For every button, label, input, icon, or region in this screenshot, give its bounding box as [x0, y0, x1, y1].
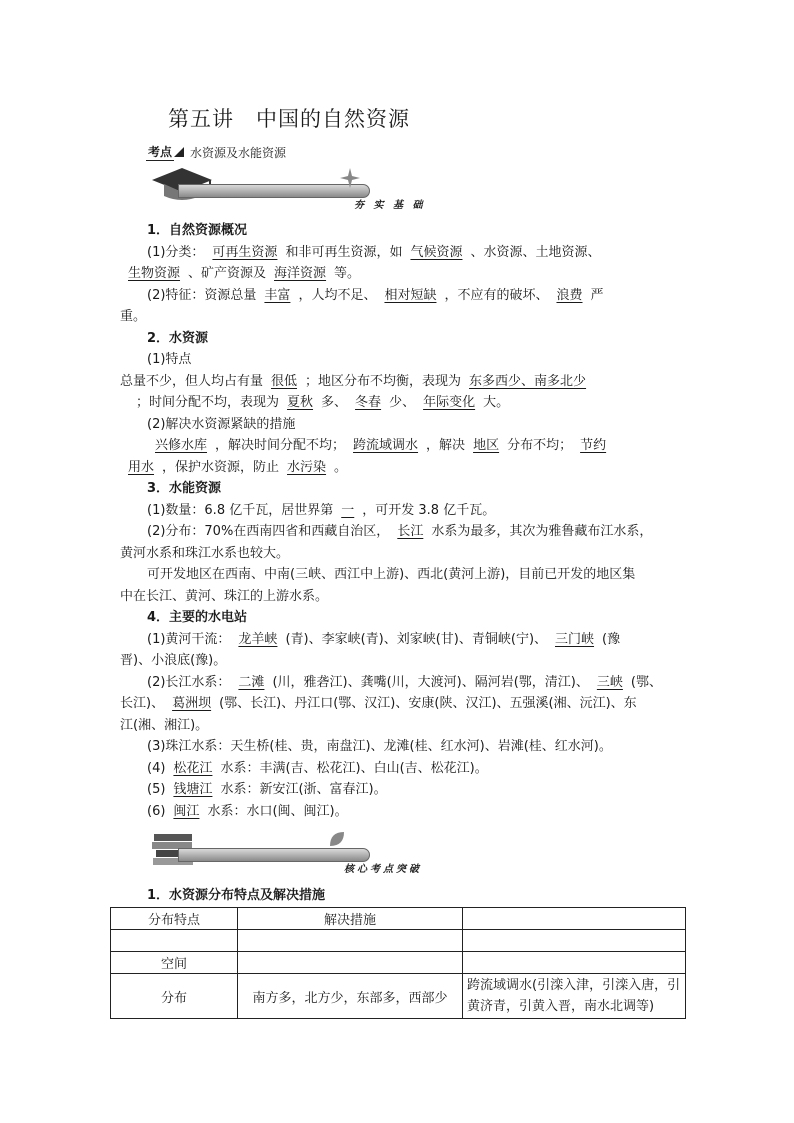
kaodian-number-badge	[174, 147, 184, 157]
table-row	[111, 930, 686, 952]
sparkle-icon	[340, 168, 360, 188]
text-line: 用水 ，保护水资源，防止 水污染 。	[128, 459, 348, 475]
text-line: 中在长江、黄河、珠江的上游水系。	[120, 588, 329, 604]
table-cell: 空间	[111, 952, 238, 974]
section-heading: 4．主要的水电站	[147, 610, 248, 625]
section-heading: 3．水能资源	[147, 481, 222, 496]
table-cell	[463, 952, 686, 974]
table-cell	[238, 930, 463, 952]
text-line: (2)长江水系： 二滩 (川，雅砻江)、龚嘴(川，大渡河)、隔河岩(鄂，清江)、 三峡 (鄂、	[147, 674, 662, 690]
text-line: 兴修水库 ，解决时间分配不均； 跨流域调水 ，解决 地区 分布不均； 节约	[155, 438, 607, 453]
text-line: 江(湘、湘江)。	[120, 717, 209, 733]
text-line: (6) 闽江 水系：水口(闽、闽江)。	[147, 803, 348, 819]
table-header	[463, 908, 686, 930]
main-content	[120, 220, 680, 822]
text-line: 生物资源 、矿产资源及 海洋资源 等。	[128, 266, 361, 281]
section-heading: 1．自然资源概况	[147, 223, 248, 238]
table-header: 解决措施	[238, 908, 463, 930]
table-row	[111, 974, 686, 1019]
text-line: (1)黄河干流： 龙羊峡 (青)、李家峡(青)、刘家峡(甘)、青铜峡(宁)、 三门峡 (豫	[147, 631, 621, 647]
table-header: 分布特点	[111, 908, 238, 930]
basics-banner	[148, 162, 448, 211]
basics-caption: 夯 实 基 础	[354, 200, 426, 211]
text-line: (3)珠江水系：天生桥(桂、贵，南盘江)、龙滩(桂、红水河)、岩滩(桂、红水河)。	[147, 739, 612, 754]
table-row	[111, 952, 686, 974]
text-line: 晋)、小浪底(豫)。	[120, 653, 227, 668]
text-line: ；时间分配不均，表现为 夏秋 多、 冬春 少、 年际变化 大。	[136, 395, 510, 410]
water-distribution-table	[110, 907, 686, 1019]
text-line: (1)特点	[147, 352, 192, 367]
text-line: 重。	[120, 309, 147, 324]
text-line: 黄河水系和珠江水系也较大。	[120, 545, 290, 561]
table-cell: 南方多，北方少，东部多，西部少	[238, 974, 463, 1019]
kaodian-tag: 考点	[148, 145, 173, 159]
kaodian-topic: 水资源及水能资源	[190, 145, 287, 160]
table-cell	[111, 930, 238, 952]
text-line: (2)解决水资源紧缺的措施	[147, 416, 296, 432]
text-line: (1)数量：6.8 亿千瓦，居世界第 一 ，可开发 3.8 亿千瓦。	[147, 502, 496, 518]
text-line: 总量不少，但人均占有量 很低 ；地区分布不均衡，表现为 东多西少、南多北少	[120, 373, 587, 389]
text-line: (4) 松花江 水系：丰满(吉、松花江)、白山(吉、松花江)。	[147, 760, 488, 776]
page-title: 第五讲 中国的自然资源	[168, 107, 410, 131]
text-line: (2)特征：资源总量 丰富 ，人均不足、 相对短缺 ，不应有的破坏、 浪费 严	[147, 287, 604, 303]
section-heading: 2．水资源	[147, 330, 209, 346]
table-section	[120, 885, 680, 907]
leaf-icon	[328, 830, 346, 848]
text-line: 长江)、 葛洲坝 (鄂、长江)、丹江口(鄂、汉江)、安康(陕、汉江)、五强溪(湘、沅江)、东	[120, 696, 637, 711]
table-cell	[238, 952, 463, 974]
text-line: (2)分布：70%在西南四省和西藏自治区， 长江 水系为最多，其次为雅鲁藏布江水系，	[147, 524, 653, 539]
section-heading: 1．水资源分布特点及解决措施	[147, 888, 326, 903]
table-cell	[463, 930, 686, 952]
table-cell: 跨流域调水(引滦入津，引滦入唐，引黄济青，引黄入晋，南水北调等)	[463, 974, 686, 1019]
kaodian-label	[146, 143, 286, 161]
core-banner	[148, 826, 448, 875]
text-line: (5) 钱塘江 水系：新安江(浙、富春江)。	[147, 782, 387, 797]
text-line: 可开发地区在西南、中南(三峡、西江中上游)、西北(黄河上游)，目前已开发的地区集	[147, 567, 636, 582]
table-row	[111, 908, 686, 930]
core-caption: 核心考点突破	[344, 864, 422, 875]
text-line: (1)分类： 可再生资源 和非可再生资源，如 气候资源 、水资源、土地资源、	[147, 244, 601, 260]
table-cell: 分布	[111, 974, 238, 1019]
